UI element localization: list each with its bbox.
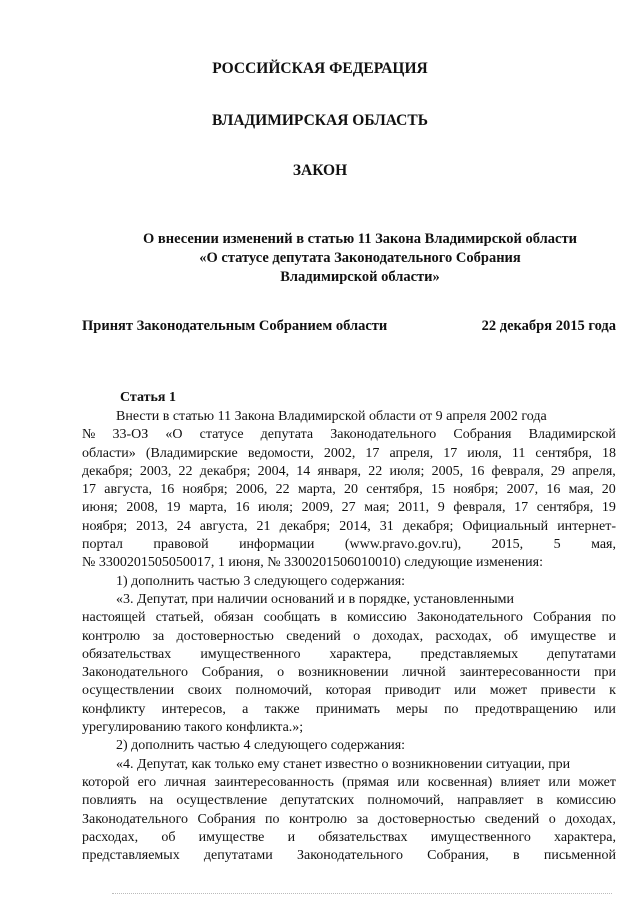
article-line: № 3300201505050017, 1 июня, № 3300201506010010) следующие изменения: xyxy=(82,555,543,571)
article-text xyxy=(82,408,616,865)
article-line: представляемых депутатами Законодательного Собрания, в письменной xyxy=(82,848,616,864)
adoption-line xyxy=(82,318,616,335)
adopted-by: Принят Законодательным Собранием области xyxy=(82,318,388,334)
law-title xyxy=(80,230,640,287)
article-line: обязательствах имущественного характера, представляемых депутатами xyxy=(82,646,616,662)
article-line: настоящей статьей, обязан сообщать в комиссию Законодательного Собрания по xyxy=(82,610,616,626)
article-line: 2) дополнить частью 4 следующего содержания: xyxy=(116,738,406,754)
article-line: повлиять на осуществление депутатских полномочий, направляет в комиссию xyxy=(82,793,616,809)
article-line: Законодательного Собрания, о возникновении личной заинтересованности при xyxy=(82,665,616,681)
law-title-line: Владимирской области» xyxy=(280,269,440,285)
law-title-line: «О статусе депутата Законодательного Собрания xyxy=(199,250,521,266)
page-bottom-divider xyxy=(112,893,612,894)
article-line: 1) дополнить частью 3 следующего содержания: xyxy=(116,573,406,589)
article-line: Законодательного Собрания по контролю за достоверностью сведений о доходах, xyxy=(82,811,616,827)
article-line: портал правовой информации (www.pravo.gov.ru), 2015, 5 мая, xyxy=(82,537,616,553)
article-line: расходах, об имуществе и обязательствах имущественного характера, xyxy=(82,829,616,845)
article-line: 17 августа, 16 ноября; 2006, 22 марта, 20 сентября, 15 ноября; 2007, 16 мая, 20 xyxy=(82,482,616,498)
law-title-line: О внесении изменений в статью 11 Закона Владимирской области xyxy=(143,231,577,247)
article-line: урегулированию такого конфликта.»; xyxy=(82,720,304,736)
adopted-date: 22 декабря 2015 года xyxy=(481,318,616,334)
article-line: июня; 2008, 19 марта, 16 июля; 2009, 27 мая; 2011, 9 февраля, 17 сентября, 19 xyxy=(82,500,616,516)
country-heading: РОССИЙСКАЯ ФЕДЕРАЦИЯ xyxy=(212,60,428,77)
article-heading: Статья 1 xyxy=(120,390,176,405)
article-line: которой его личная заинтересованность (прямая или косвенная) влияет или может xyxy=(82,774,616,790)
article-line: ноября; 2013, 24 августа, 21 декабря; 2014, 31 декабря; Официальный интернет- xyxy=(82,518,616,534)
article-line: осуществлении своих полномочий, которая приводит или может привести к xyxy=(82,683,616,699)
article-line: области» (Владимирские ведомости, 2002, 17 апреля, 17 июля, 11 сентября, 18 xyxy=(82,445,616,461)
article-line: конфликту интересов, а также принимать меры по предотвращению или xyxy=(82,701,616,717)
article-line: № 33-ОЗ «О статусе депутата Законодательного Собрания Владимирской xyxy=(82,427,616,443)
article-line: контролю за достоверностью сведений о доходах, расходах, об имуществе и xyxy=(82,628,616,644)
region-heading: ВЛАДИМИРСКАЯ ОБЛАСТЬ xyxy=(212,112,428,129)
article-line: «3. Депутат, при наличии оснований и в порядке, установленными xyxy=(116,591,515,607)
article-line: Внести в статью 11 Закона Владимирской области от 9 апреля 2002 года xyxy=(116,409,547,424)
article-line: декабря; 2003, 22 декабря; 2004, 14 января, 22 июля; 2005, 16 февраля, 29 апреля, xyxy=(82,463,616,479)
article-line: «4. Депутат, как только ему станет известно о возникновении ситуации, при xyxy=(116,756,571,772)
article-body xyxy=(82,388,616,865)
doc-type-heading: ЗАКОН xyxy=(292,162,348,179)
